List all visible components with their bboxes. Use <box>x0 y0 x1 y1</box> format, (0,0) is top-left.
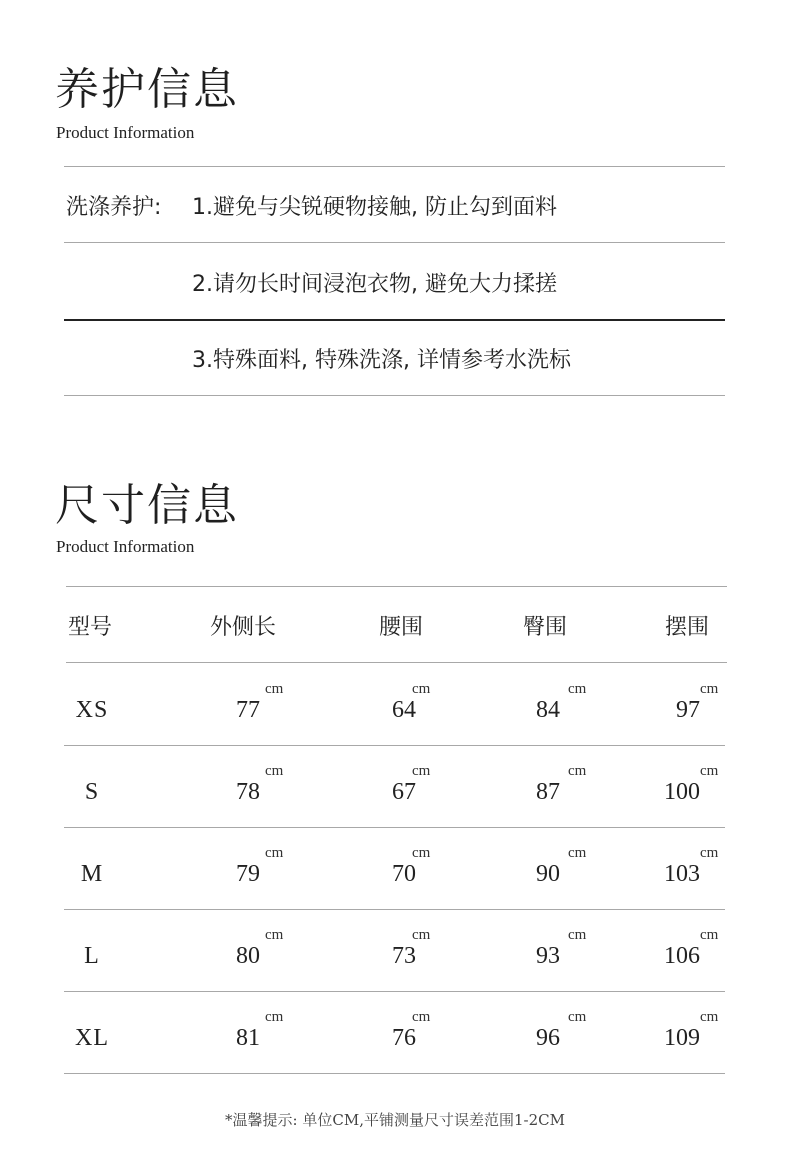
header-waist: 腰围 <box>379 615 424 640</box>
care-subtitle: Product Information <box>56 123 195 142</box>
header-hip: 臀围 <box>523 615 568 640</box>
unit-label: cm <box>700 927 719 943</box>
unit-label: cm <box>700 681 719 697</box>
unit-label: cm <box>265 681 284 697</box>
size-subtitle: Product Information <box>56 537 195 556</box>
unit-label: cm <box>568 681 587 697</box>
row-divider <box>64 745 725 746</box>
size-label: XS <box>75 697 109 723</box>
header-outseam: 外侧长 <box>210 615 277 640</box>
measurement-value: 84 <box>536 697 560 723</box>
unit-label: cm <box>412 845 431 861</box>
size-label: XL <box>75 1025 109 1051</box>
unit-label: cm <box>568 845 587 861</box>
size-note: *温馨提示: 单位CM,平铺测量尺寸误差范围1-2CM <box>225 1111 565 1129</box>
header-divider <box>66 662 727 663</box>
measurement-value: 79 <box>236 861 260 887</box>
size-label: L <box>84 943 100 969</box>
unit-label: cm <box>412 1009 431 1025</box>
divider <box>64 395 725 396</box>
divider <box>64 242 725 243</box>
divider <box>64 166 725 167</box>
measurement-value: 73 <box>392 943 416 969</box>
measurement-value: 76 <box>392 1025 416 1051</box>
size-title: 尺寸信息 <box>55 480 239 531</box>
unit-label: cm <box>700 1009 719 1025</box>
unit-label: cm <box>412 681 431 697</box>
row-divider <box>64 991 725 992</box>
measurement-value: 77 <box>236 697 260 723</box>
measurement-value: 70 <box>392 861 416 887</box>
unit-label: cm <box>412 763 431 779</box>
care-line-2: 2.请勿长时间浸泡衣物, 避免大力揉搓 <box>192 272 557 297</box>
measurement-value: 80 <box>236 943 260 969</box>
unit-label: cm <box>568 1009 587 1025</box>
care-line-3: 3.特殊面料, 特殊洗涤, 详情参考水洗标 <box>192 348 571 373</box>
measurement-value: 97 <box>676 697 700 723</box>
unit-label: cm <box>568 763 587 779</box>
table-top-border <box>66 586 727 587</box>
unit-label: cm <box>265 763 284 779</box>
measurement-value: 93 <box>536 943 560 969</box>
measurement-value: 87 <box>536 779 560 805</box>
care-label: 洗涤养护: <box>66 195 162 220</box>
measurement-value: 81 <box>236 1025 260 1051</box>
header-size: 型号 <box>68 615 113 640</box>
measurement-value: 78 <box>236 779 260 805</box>
measurement-value: 100 <box>664 779 700 805</box>
unit-label: cm <box>265 1009 284 1025</box>
measurement-value: 96 <box>536 1025 560 1051</box>
row-divider <box>64 1073 725 1074</box>
unit-label: cm <box>265 927 284 943</box>
row-divider <box>64 909 725 910</box>
measurement-value: 64 <box>392 697 416 723</box>
measurement-value: 103 <box>664 861 700 887</box>
care-title: 养护信息 <box>55 64 239 115</box>
unit-label: cm <box>412 927 431 943</box>
header-hem: 摆围 <box>665 615 710 640</box>
unit-label: cm <box>265 845 284 861</box>
measurement-value: 106 <box>664 943 700 969</box>
unit-label: cm <box>700 763 719 779</box>
measurement-value: 67 <box>392 779 416 805</box>
care-line-1: 1.避免与尖锐硬物接触, 防止勾到面料 <box>192 195 557 220</box>
measurement-value: 109 <box>664 1025 700 1051</box>
divider <box>64 319 725 321</box>
row-divider <box>64 827 725 828</box>
unit-label: cm <box>568 927 587 943</box>
size-label: S <box>84 779 100 805</box>
measurement-value: 90 <box>536 861 560 887</box>
unit-label: cm <box>700 845 719 861</box>
size-label: M <box>80 861 104 887</box>
